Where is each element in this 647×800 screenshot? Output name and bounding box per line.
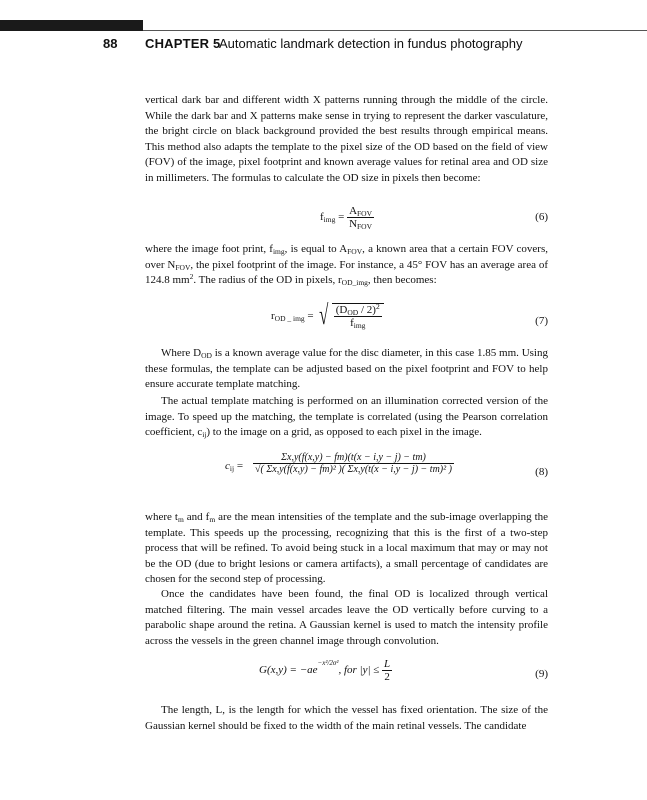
paragraph-6: Once the candidates have been found, the final OD is localized through vertical matched filtering. The main vessel arcades leave the OD vertically before curving to a parabolic shape around the retina. A Gaussian kernel is used to match the intensity profile across the vessels in the green channel image through convolution. bbox=[145, 588, 548, 647]
paragraph-3: Where $D_{OD}$ is a known average value for the disc diameter, in this case 1.85 mm. Using these formulas, the template can be adjusted based on the pixel footprint and FOV to help ensure accurate template matching. bbox=[145, 347, 548, 390]
header-rule bbox=[143, 30, 647, 31]
paragraph-5: where $t_m$ and $f_m$ are the mean intensities of the template and the sub-image overlapping the template. This speeds up the processing, recognizing that this is the first of a two-step process that will be refined. To avoid being stuck in a local maximum that may or may not be the OD (due to bright lesions or camera artifacts), a small percentage of candidates are chosen for the second step of processing. bbox=[145, 511, 549, 585]
header-bar bbox=[0, 20, 143, 31]
chapter-title: Automatic landmark detection in fundus photography bbox=[219, 36, 523, 51]
paragraph-1: vertical dark bar and different width X patterns running through the middle of the circle. While the dark bar and X patterns make sense in trying to represent the darker vasculature, the bright circle on black background provided the best results through empirical means. This method also adapts the template to the pixel size of the OD based on the field of view (FOV) of the image, pixel footprint and known average values for retinal area and OD size in millimeters. The formulas to calculate the OD size in pixels then become: bbox=[145, 94, 548, 184]
equation-8: $c_{ij}$ = $\frac{\Sigma x,y(f(x,y) - fm)(t(x - i,y - j) - tm)}{\text{√( Σx,y(f(x,y) − fm)² )( Σx,y(t(x − i,y − j) − tm)² )}}$ (8) bbox=[225, 452, 548, 478]
equation-7: $r_{OD \_ img}$ = √ $\frac{(D_{OD} / 2)^2}{f_{img}}$ (7) bbox=[271, 300, 548, 331]
page-number: 88 bbox=[103, 36, 118, 51]
equation-number: (9) bbox=[535, 668, 548, 680]
equation-6: $f_{img}$ = $\frac{A_{FOV}}{N_{FOV}}$ (6) bbox=[320, 205, 548, 231]
page-header bbox=[0, 35, 647, 55]
paragraph-4: The actual template matching is performed on an illumination corrected version of the image. To speed up the matching, the template is correlated (using the Pearson correlation coefficient, $c_{ij}$) to the image on a grid, as opposed to each pixel in the image. bbox=[145, 395, 548, 439]
eq9-fraction: $\frac{L}{2}$ bbox=[384, 658, 391, 683]
equation-number: (8) bbox=[535, 466, 548, 478]
eq8-fraction: $\frac{\Sigma x,y(f(x,y) - fm)(t(x - i,y - j) - tm)}{\text{√( Σx,y(f(x,y) − fm)² )( Σx,y(t(x − i,y − j) − tm)² )}}$ bbox=[255, 452, 452, 475]
paragraph-2: where the image foot print, $f_{img}$, is equal to $A_{FOV}$, a known area that a certain FOV covers, over $N_{FOV}$, the pixel footprint of the image. For instance, a 45° FOV has an average area of 124.8 $mm^2$. The radius of the OD in pixels, $r_{OD\_img}$, then becomes: bbox=[145, 243, 548, 287]
eq7-fraction: $\frac{(D_{OD} / 2)^2}{f_{img}}$ bbox=[335, 302, 380, 330]
chapter-label: CHAPTER 5 bbox=[145, 36, 221, 51]
paragraph-7: The length, L, is the length for which the vessel has fixed orientation. The size of the Gaussian kernel should be fixed to the width of the main retinal vessels. The candidate bbox=[145, 704, 548, 732]
equation-number: (7) bbox=[535, 315, 548, 327]
equation-number: (6) bbox=[535, 211, 548, 223]
eq6-fraction: $\frac{A_{FOV}}{N_{FOV}}$ bbox=[349, 205, 373, 231]
equation-9: $G(x,y) = -ae^{-x^2/2\sigma^2}$, for |y| ≤ $\frac{L}{2}$ (9) bbox=[259, 658, 548, 683]
